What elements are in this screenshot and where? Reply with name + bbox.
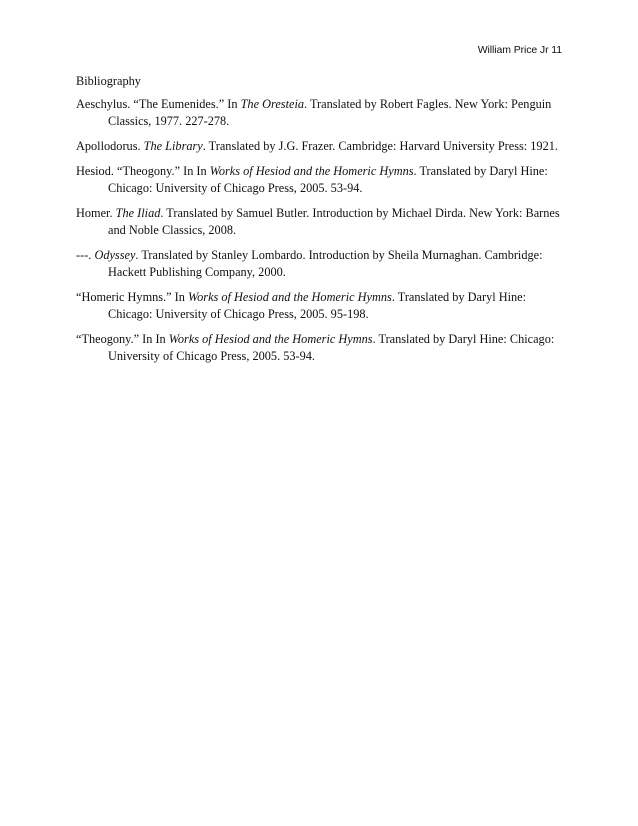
bibliography-entry-homeric-hymns [76,289,566,323]
entry-text: Aeschylus. “The Eumenides.” In [76,97,241,111]
entry-text: . Translated by Samuel Butler. Introduction by Michael Dirda. New York: Barnes and Noble Classics, 2008. [108,206,560,237]
entry-text: . Translated by Daryl Hine: Chicago: University of Chicago Press, 2005. 95-198. [108,290,527,321]
entry-title: Works of Hesiod and the Homeric Hymns [168,332,373,346]
bibliography-entry-hesiod [76,163,566,197]
entry-text: Homer. [76,206,116,220]
entry-title: Works of Hesiod and the Homeric Hymns [188,290,392,304]
entry-title: The Iliad [115,206,161,220]
entry-title: Odyssey [94,248,136,262]
entry-text: . Translated by Stanley Lombardo. Introduction by Sheila Murnaghan. Cambridge: Hackett Publishing Company, 2000. [108,248,543,279]
entry-text: ---. [76,248,95,262]
entry-text: “Theogony.” In In [76,332,169,346]
bibliography-entry-homer-odyssey [76,247,566,281]
entry-text: . Translated by Daryl Hine: Chicago: University of Chicago Press, 2005. 53-94. [108,164,548,195]
entry-text: . Translated by Daryl Hine: Chicago: University of Chicago Press, 2005. 53-94. [108,332,555,363]
entry-text: Hesiod. “Theogony.” In In [76,164,210,178]
entry-text: . Translated by J.G. Frazer. Cambridge: Harvard University Press: 1921. [202,139,558,153]
bibliography-section [76,73,566,373]
entry-text: “Homeric Hymns.” In [76,290,189,304]
entry-text: Apollodorus. [76,139,144,153]
bibliography-heading: Bibliography [76,74,141,88]
running-head: William Price Jr 11 [477,44,562,56]
bibliography-entry-apollodorus [76,138,566,155]
entry-title: The Library [143,139,203,153]
entry-text: . Translated by Robert Fagles. New York: Penguin Classics, 1977. 227-278. [108,97,552,128]
entry-title: Works of Hesiod and the Homeric Hymns [209,164,414,178]
bibliography-entry-aeschylus [76,96,566,130]
entry-title: The Oresteia [240,97,305,111]
bibliography-entry-homer-iliad [76,205,566,239]
bibliography-entry-theogony [76,331,566,365]
